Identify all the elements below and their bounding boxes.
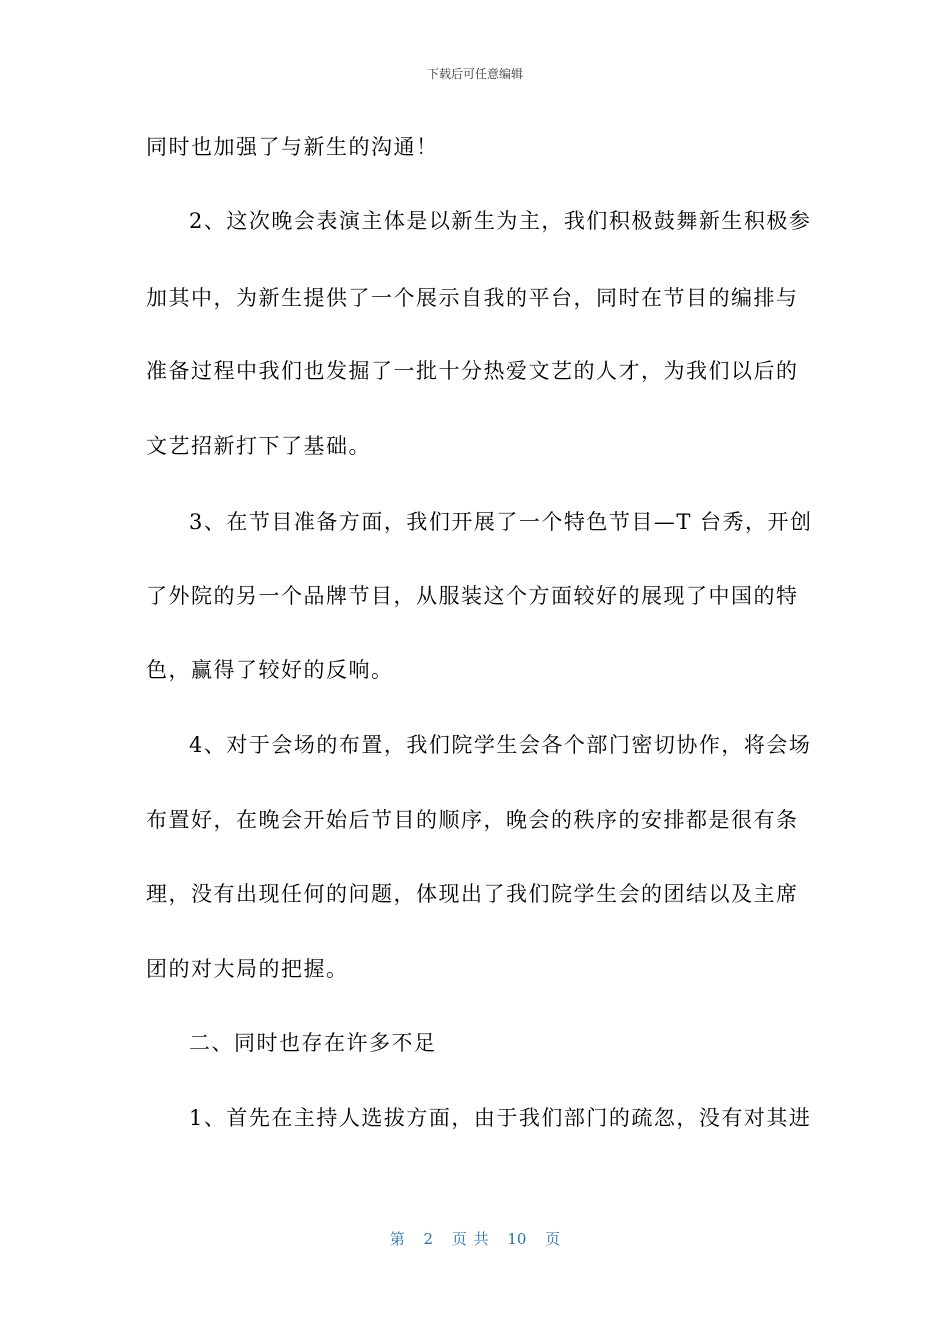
text-line: 同时也加强了与新生的沟通！ (146, 135, 439, 159)
text-line: 2、这次晚会表演主体是以新生为主，我们积极鼓舞新生积极参 (189, 209, 812, 233)
footer-suffix: 页 (545, 1230, 561, 1248)
footer-prefix: 第 (389, 1230, 405, 1248)
text-line: 加其中，为新生提供了一个展示自我的平台，同时在节目的编排与 (146, 286, 799, 310)
page-number-footer (0, 1228, 950, 1250)
text-line: 了外院的另一个品牌节目，从服装这个方面较好的展现了中国的特 (146, 584, 799, 608)
footer-page-number: 2 (423, 1230, 434, 1248)
text-line: 1、首先在主持人选拔方面，由于我们部门的疏忽，没有对其进 (189, 1106, 812, 1130)
text-line: 理，没有出现任何的问题，体现出了我们院学生会的团结以及主席 (146, 882, 799, 906)
section-heading: 二、同时也存在许多不足 (189, 1031, 437, 1055)
footer-middle: 页 共 (451, 1230, 489, 1248)
text-line: 色，赢得了较好的反响。 (146, 658, 394, 682)
text-line: 文艺招新打下了基础。 (146, 434, 371, 458)
text-line: 布置好，在晚会开始后节目的顺序，晚会的秩序的安排都是很有条 (146, 808, 799, 832)
page-header-note: 下载后可任意编辑 (426, 67, 523, 81)
footer-total-pages: 10 (507, 1230, 527, 1248)
text-line: 4、对于会场的布置，我们院学生会各个部门密切协作，将会场 (189, 733, 812, 757)
text-line: 团的对大局的把握。 (146, 957, 349, 981)
text-line: 3、在节目准备方面，我们开展了一个特色节目—T 台秀，开创 (189, 510, 813, 534)
text-line: 准备过程中我们也发掘了一批十分热爱文艺的人才，为我们以后的 (146, 359, 799, 383)
